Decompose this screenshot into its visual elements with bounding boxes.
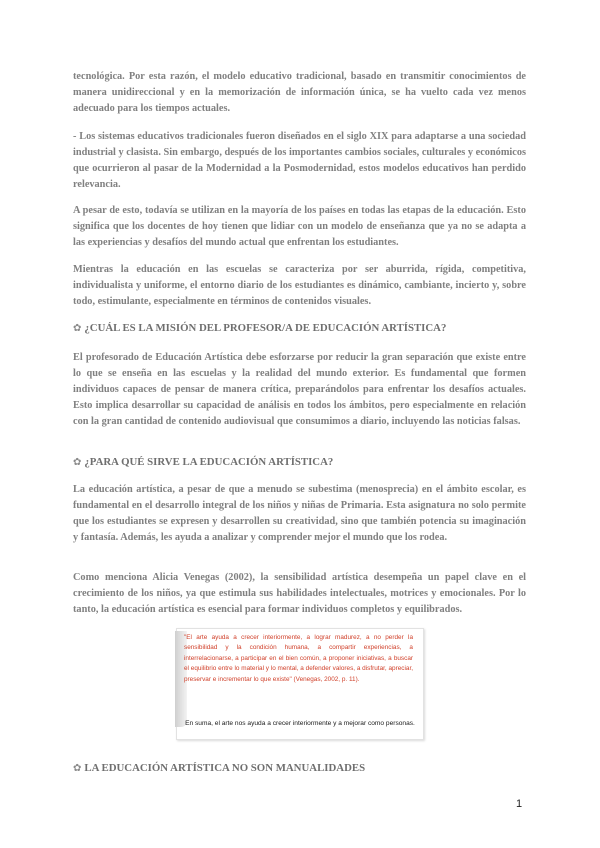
- flower-bullet-icon: ✿: [73, 763, 82, 774]
- paragraph-purpose: La educación artística, a pesar de que a menudo se subestima (menosprecia) en el ámbito escolar, es fundamental en el desarrollo integral de los niños y niñas de Primaria. Esta asignatura no solo permite que los estudiantes se expresen y desarrollen su creatividad, sino que también potencia su imaginación y fantasía. Además, les ayuda a analizar y comprender mejor el mundo que los rodea.: [73, 484, 526, 543]
- paragraph-intro-continuation: tecnológica. Por esta razón, el modelo educativo tradicional, basado en transmitir conocimientos de manera unidireccional y en la memorización de información única, se ha vuelto cada vez menos adecuado para los tiempos actuales.: [73, 71, 526, 114]
- section-heading-purpose-text: ¿PARA QUÉ SIRVE LA EDUCACIÓN ARTÍSTICA?: [84, 456, 334, 468]
- quote-card: [176, 628, 424, 740]
- paragraph-still-used: A pesar de esto, todavía se utilizan en la mayoría de los países en todas las etapas de la educación. Esto significa que los docentes de hoy tienen que lidiar con un modelo de enseñanza que ya no se adapta a las experiencias y desafíos del mundo actual que enfrentan los estudiantes.: [73, 205, 526, 248]
- section-heading-mission: [73, 320, 526, 337]
- paragraph-mission: El profesorado de Educación Artística debe esforzarse por reducir la gran separación que existe entre lo que se enseña en las escuelas y la realidad del mundo exterior. Es fundamental que formen individuos capaces de pensar de manera crítica, preparándolos para enfrentar los desafíos actuales. Esto implica desarrollar su capacidad de análisis en todos los ámbitos, pero especialmente en relación con la gran cantidad de contenido audiovisual que consumimos a diario, incluyendo las noticias falsas.: [73, 352, 526, 427]
- quote-text: "El arte ayuda a crecer interiormente, a lograr madurez, a no perder la sensibilidad y la condición humana, a compartir experiencias, a interrelacionarse, a participar en el bien común, a proponer iniciativas, a buscar el equilibrio entre lo material y lo mental, a defender valores, a disfrutar, apreciar, preservar e incrementar lo que existe" (Venegas, 2002, p. 11).: [184, 634, 413, 683]
- section-heading-mission-text: ¿CUÁL ES LA MISIÓN DEL PROFESOR/A DE EDUCACIÓN ARTÍSTICA?: [84, 322, 447, 334]
- flower-bullet-icon: ✿: [73, 457, 82, 468]
- page-number: 1: [516, 798, 523, 810]
- flower-bullet-icon: ✿: [73, 323, 82, 334]
- section-heading-crafts: [73, 760, 526, 777]
- paragraph-venegas: Como menciona Alicia Venegas (2002), la sensibilidad artística desempeña un papel clave en el crecimiento de los niños, ya que estimula sus habilidades intelectuales, motrices y emocionales. Por lo tanto, la educación artística es esencial para formar individuos completos y equilibrados.: [73, 572, 526, 615]
- quote-summary: En suma, el arte nos ayuda a crecer interiormente y a mejorar como personas.: [185, 720, 415, 727]
- paragraph-traditional-systems: - Los sistemas educativos tradicionales fueron diseñados en el siglo XIX para adaptarse a una sociedad industrial y clasista. Sin embargo, después de los importantes cambios sociales, culturales y económicos que ocurrieron al pasar de la Modernidad a la Posmodernidad, estos modelos educativos han perdido relevancia.: [73, 131, 526, 190]
- paragraph-school-vs-environment: Mientras la educación en las escuelas se caracteriza por ser aburrida, rígida, competitiva, individualista y uniforme, el entorno diario de los estudiantes es dinámico, cambiante, incierto y, sobre todo, estimulante, especialmente en términos de contenidos visuales.: [73, 264, 526, 307]
- section-heading-crafts-text: LA EDUCACIÓN ARTÍSTICA NO SON MANUALIDADES: [84, 762, 366, 774]
- section-heading-purpose: [73, 454, 526, 471]
